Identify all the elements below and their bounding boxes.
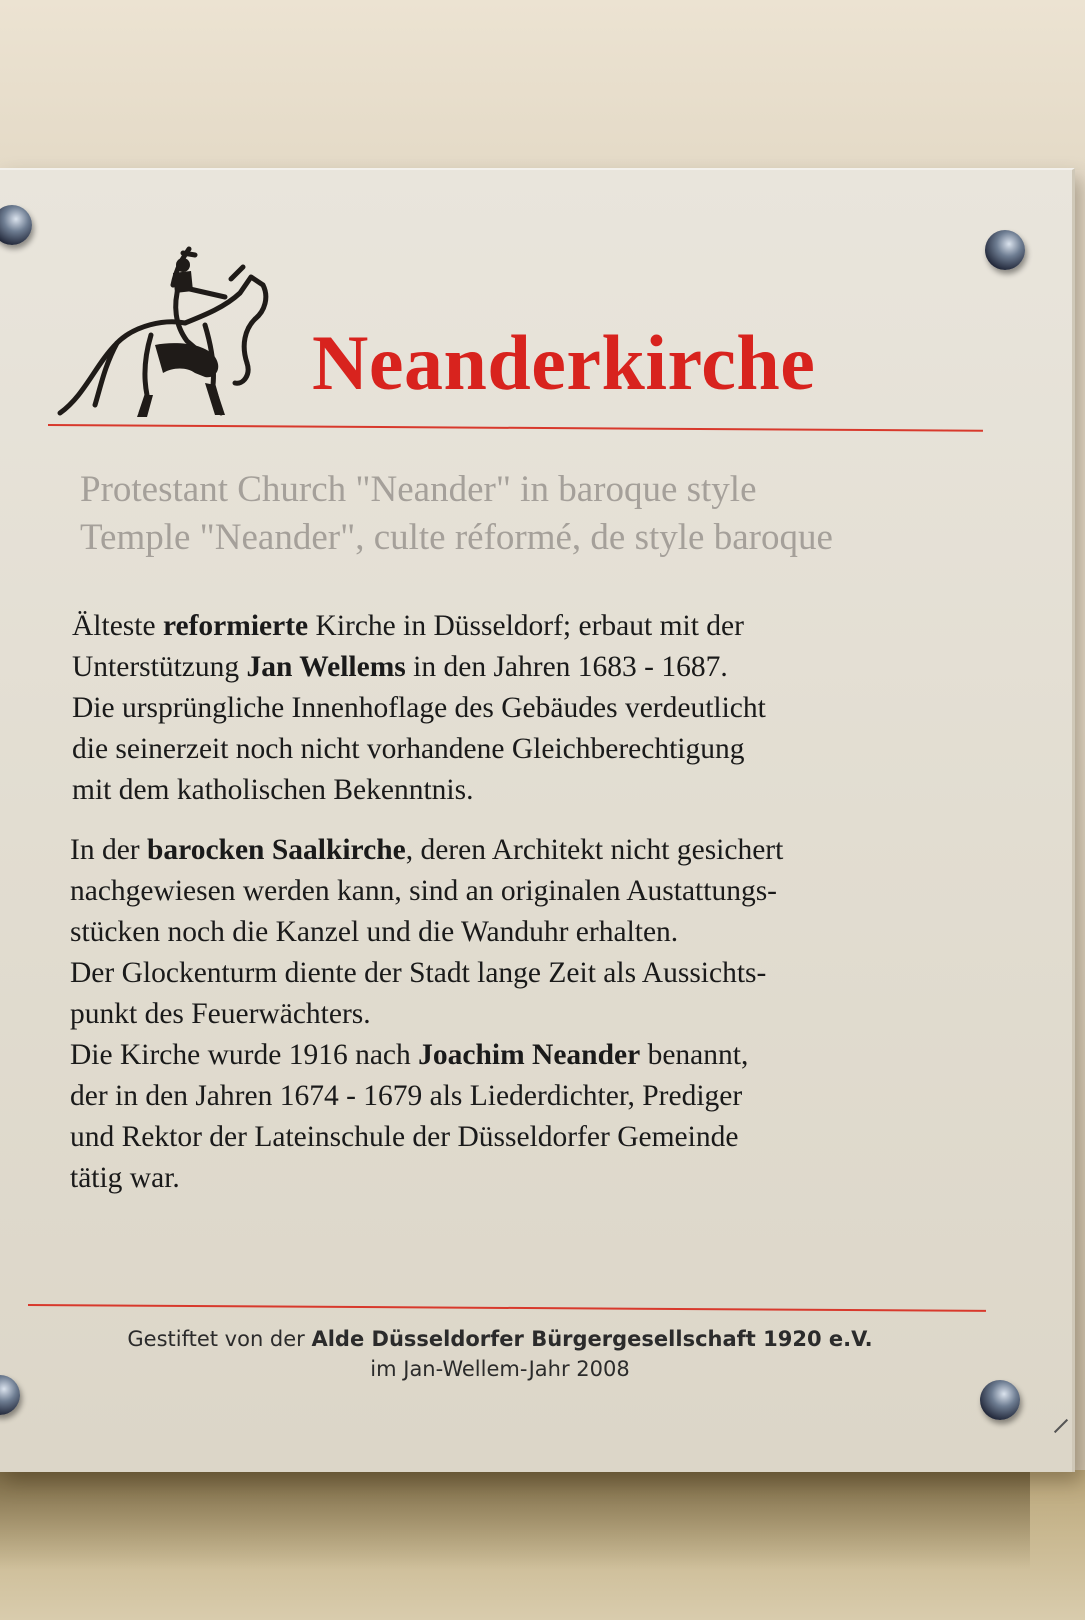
text-line: mit dem katholischen Bekenntnis. — [72, 774, 474, 806]
text-line: punkt des Feuerwächters. — [70, 998, 371, 1030]
text-line: Die ursprüngliche Innenhoflage des Gebäudes verdeutlicht — [72, 692, 766, 724]
emphasis-text: Jan Wellems — [246, 651, 406, 683]
text-line: nachgewiesen werden kann, sind an originalen Austattungs- — [70, 875, 777, 907]
subtitle-english: Protestant Church "Neander" in baroque style — [80, 469, 757, 510]
text-line: und Rektor der Lateinschule der Düsseldorfer Gemeinde — [70, 1121, 739, 1153]
text-run: , deren Architekt nicht gesichert — [405, 834, 784, 866]
text-run: Älteste — [72, 610, 163, 642]
plaque-shadow — [0, 1470, 1030, 1570]
architecture-paragraph — [70, 830, 783, 1199]
text-run: Kirche in Düsseldorf; erbaut mit der — [308, 610, 744, 642]
text-line: tätig war. — [70, 1162, 180, 1194]
history-paragraph — [72, 606, 766, 811]
text-line — [70, 1035, 783, 1076]
page-title: Neanderkirche — [312, 319, 816, 406]
sponsor-year: im Jan-Wellem-Jahr 2008 — [370, 1357, 630, 1381]
text-line: stücken noch die Kanzel und die Wanduhr erhalten. — [70, 916, 679, 948]
wall-background-top — [0, 0, 1085, 170]
mounting-bolt-icon — [980, 1380, 1020, 1420]
text-run: in den Jahren 1683 - 1687. — [405, 651, 728, 683]
mounting-bolt-icon — [985, 230, 1025, 270]
text-line — [72, 606, 766, 647]
text-run: Die Kirche wurde 1916 nach — [70, 1039, 419, 1071]
text-run: In der — [70, 834, 147, 866]
text-run: Gestiftet von der — [127, 1327, 312, 1351]
sponsor-credit — [0, 1327, 1000, 1351]
text-line: Der Glockenturm diente der Stadt lange Zeit als Aussichts- — [70, 957, 767, 989]
text-line — [70, 830, 783, 871]
emphasis-text: barocken Saalkirche — [147, 834, 406, 866]
text-run: Unterstützung — [72, 651, 247, 683]
horse-rider-emblem-icon — [55, 245, 280, 425]
sponsor-name: Alde Düsseldorfer Bürgergesellschaft 1920 e.V. — [311, 1327, 873, 1351]
text-line: die seinerzeit noch nicht vorhandene Gleichberechtigung — [72, 733, 745, 765]
text-line: der in den Jahren 1674 - 1679 als Liederdichter, Prediger — [70, 1080, 743, 1112]
subtitle-french: Temple "Neander", culte réformé, de style baroque — [80, 517, 833, 558]
emphasis-text: reformierte — [162, 610, 309, 642]
emphasis-text: Joachim Neander — [418, 1039, 641, 1071]
text-line — [72, 647, 766, 688]
text-run: benannt, — [640, 1039, 749, 1071]
